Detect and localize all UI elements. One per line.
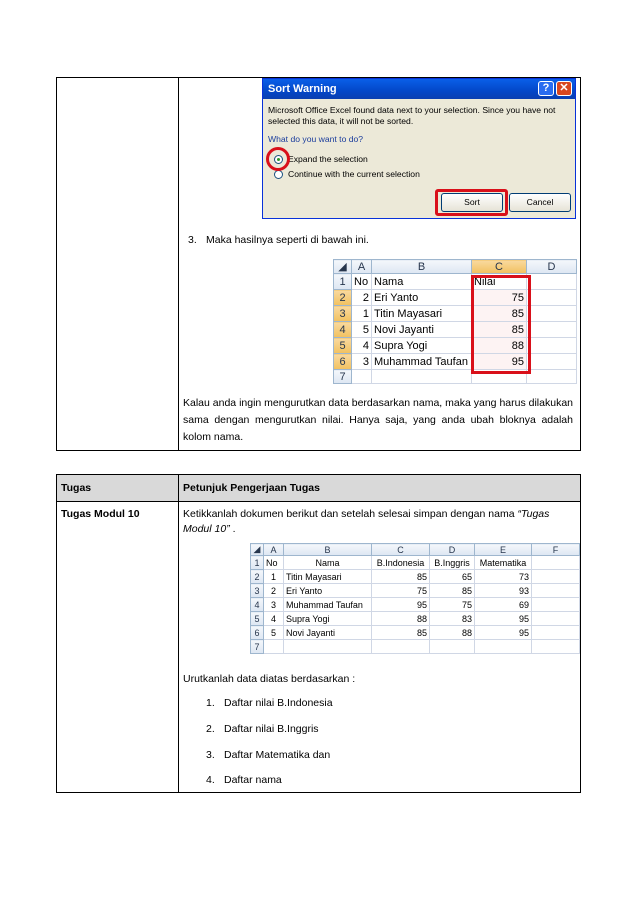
cell[interactable]: 4 <box>264 612 284 626</box>
cell[interactable]: 95 <box>472 354 527 370</box>
cell[interactable] <box>527 370 577 384</box>
expand-label[interactable]: Expand the selection <box>288 154 368 164</box>
cell[interactable]: No <box>264 556 284 570</box>
list-num-4: 4. <box>206 774 215 786</box>
cell[interactable] <box>532 626 580 640</box>
cell[interactable]: 95 <box>475 626 532 640</box>
cell[interactable]: Nilai <box>472 274 527 290</box>
continue-label[interactable]: Continue with the current selection <box>288 169 420 179</box>
cell[interactable]: 88 <box>472 338 527 354</box>
cell[interactable] <box>372 640 430 654</box>
table2-top-border <box>56 474 581 475</box>
dialog-title: Sort Warning <box>268 83 337 95</box>
cell[interactable]: 73 <box>475 570 532 584</box>
cell[interactable]: Novi Jayanti <box>372 322 472 338</box>
cell[interactable]: Supra Yogi <box>372 338 472 354</box>
cell[interactable]: 1 <box>264 570 284 584</box>
cell[interactable] <box>352 370 372 384</box>
cell[interactable]: 3 <box>352 354 372 370</box>
cell[interactable]: Titin Mayasari <box>372 306 472 322</box>
cell[interactable]: 2 <box>352 290 372 306</box>
cell[interactable]: 5 <box>352 322 372 338</box>
cell[interactable] <box>532 612 580 626</box>
dialog-message: Microsoft Office Excel found data next to your selection. Since you have not selected this data, it will not be sorted. <box>268 105 556 126</box>
column-header[interactable]: D <box>430 544 475 556</box>
cell[interactable]: 4 <box>352 338 372 354</box>
help-button[interactable]: ? <box>538 81 554 96</box>
table1-mid-border <box>178 77 179 451</box>
row-header[interactable]: 4 <box>334 322 352 338</box>
cell[interactable] <box>532 640 580 654</box>
cell[interactable]: 85 <box>472 322 527 338</box>
table1-bottom-border <box>56 450 581 451</box>
row-header[interactable]: 2 <box>334 290 352 306</box>
dialog-question: What do you want to do? <box>268 134 364 144</box>
close-button[interactable]: ✕ <box>556 81 572 96</box>
row-header[interactable]: 3 <box>334 306 352 322</box>
cell[interactable]: 88 <box>430 626 475 640</box>
row-header[interactable]: 7 <box>251 640 264 654</box>
cell[interactable]: 3 <box>264 598 284 612</box>
header-tugas: Tugas <box>61 482 92 494</box>
cell[interactable] <box>532 584 580 598</box>
column-header[interactable]: B <box>284 544 372 556</box>
cell[interactable]: 88 <box>372 612 430 626</box>
cell[interactable]: 95 <box>475 612 532 626</box>
cell[interactable]: 83 <box>430 612 475 626</box>
list-item-4: Daftar nama <box>224 774 282 786</box>
cell[interactable]: 93 <box>475 584 532 598</box>
table2-bottom-border <box>56 792 581 793</box>
cell[interactable] <box>475 640 532 654</box>
cell[interactable] <box>532 556 580 570</box>
list-item-2: Daftar nilai B.Inggris <box>224 723 319 735</box>
column-header[interactable]: F <box>532 544 580 556</box>
cell[interactable] <box>532 598 580 612</box>
dialog-title-bar <box>263 79 575 99</box>
column-header[interactable]: A <box>264 544 284 556</box>
list-num-1: 1. <box>206 697 215 709</box>
cell[interactable]: 85 <box>372 570 430 584</box>
corner-cell[interactable]: ◢ <box>251 544 264 556</box>
cell[interactable] <box>527 290 577 306</box>
column-header[interactable]: C <box>372 544 430 556</box>
column-header[interactable]: C <box>472 260 527 274</box>
row-header[interactable]: 2 <box>251 570 264 584</box>
sort-intro: Urutkanlah data diatas berdasarkan : <box>183 673 356 685</box>
cell[interactable]: B.Indonesia <box>372 556 430 570</box>
row-header[interactable]: 7 <box>334 370 352 384</box>
cell[interactable]: 65 <box>430 570 475 584</box>
cell[interactable]: 95 <box>372 598 430 612</box>
cell[interactable]: B.Inggris <box>430 556 475 570</box>
list-item-1: Daftar nilai B.Indonesia <box>224 697 333 709</box>
cell[interactable]: Muhammad Taufan <box>372 354 472 370</box>
cell[interactable]: 75 <box>472 290 527 306</box>
step3-text: Maka hasilnya seperti di bawah ini. <box>206 234 369 246</box>
cancel-button[interactable]: Cancel <box>509 193 571 212</box>
nilai-highlight-box <box>471 275 531 374</box>
cell[interactable]: Eri Yanto <box>284 584 372 598</box>
cell[interactable]: Eri Yanto <box>372 290 472 306</box>
cell[interactable] <box>264 640 284 654</box>
row-label-tugas-modul: Tugas Modul 10 <box>61 508 140 520</box>
cell[interactable] <box>284 640 372 654</box>
table2-mid-border <box>178 474 179 793</box>
cell[interactable]: Nama <box>372 274 472 290</box>
cell[interactable]: 1 <box>352 306 372 322</box>
cell[interactable] <box>527 322 577 338</box>
cell[interactable]: 75 <box>372 584 430 598</box>
table2-left-border <box>56 474 57 793</box>
row-header[interactable]: 1 <box>334 274 352 290</box>
cell[interactable]: Novi Jayanti <box>284 626 372 640</box>
cell[interactable]: 85 <box>372 626 430 640</box>
list-num-2: 2. <box>206 723 215 735</box>
row-header[interactable]: 6 <box>334 354 352 370</box>
cell[interactable] <box>430 640 475 654</box>
cell[interactable]: 5 <box>264 626 284 640</box>
cell[interactable]: 2 <box>264 584 284 598</box>
header-petunjuk: Petunjuk Pengerjaan Tugas <box>183 482 320 494</box>
cell[interactable]: Muhammad Taufan <box>284 598 372 612</box>
column-header[interactable]: E <box>475 544 532 556</box>
cell[interactable] <box>532 570 580 584</box>
instruction-end: . <box>229 523 236 535</box>
excel-sheet-1 <box>333 259 577 384</box>
cell[interactable]: Titin Mayasari <box>284 570 372 584</box>
column-header[interactable]: A <box>352 260 372 274</box>
paragraph-sort-by-name: Kalau anda ingin mengurutkan data berdasarkan nama, maka yang harus dilakukan sama dengan mengurutkan nilai. Hanya saja, yang anda ubah bloknya adalah kolom nama. <box>183 397 573 443</box>
row-header[interactable]: 3 <box>251 584 264 598</box>
cell[interactable]: Supra Yogi <box>284 612 372 626</box>
cell[interactable] <box>527 354 577 370</box>
cell[interactable] <box>372 370 472 384</box>
sort-highlight-box <box>435 189 508 216</box>
table2-header-divider <box>56 501 581 502</box>
cell[interactable]: 85 <box>472 306 527 322</box>
row-header[interactable]: 6 <box>251 626 264 640</box>
table1-left-border <box>56 77 57 451</box>
row-header[interactable]: 1 <box>251 556 264 570</box>
row-header[interactable]: 5 <box>334 338 352 354</box>
cell[interactable] <box>527 306 577 322</box>
cell[interactable]: Nama <box>284 556 372 570</box>
sort-warning-dialog <box>262 78 576 219</box>
cell[interactable] <box>527 338 577 354</box>
list-num-3: 3. <box>206 749 215 761</box>
cell[interactable]: 69 <box>475 598 532 612</box>
cell[interactable]: 85 <box>430 584 475 598</box>
row-header[interactable]: 4 <box>251 598 264 612</box>
expand-highlight-circle <box>266 147 290 171</box>
continue-radio[interactable] <box>274 170 283 179</box>
column-header[interactable]: D <box>527 260 577 274</box>
cell[interactable]: No <box>352 274 372 290</box>
table1-right-border <box>580 77 581 451</box>
cell[interactable] <box>527 274 577 290</box>
table2-right-border <box>580 474 581 793</box>
row-header[interactable]: 5 <box>251 612 264 626</box>
column-header[interactable]: B <box>372 260 472 274</box>
instruction-text <box>183 507 568 537</box>
instruction-filename: “Tugas Modul 10” <box>183 508 550 535</box>
step3-number: 3. <box>188 234 197 246</box>
list-item-3: Daftar Matematika dan <box>224 749 331 761</box>
cell[interactable]: 75 <box>430 598 475 612</box>
cell[interactable]: Matematika <box>475 556 532 570</box>
instruction-main: Ketikkanlah dokumen berikut dan setelah selesai simpan dengan nama <box>183 508 518 520</box>
sort-button[interactable]: Sort <box>441 193 503 212</box>
excel-sheet-2 <box>250 543 580 654</box>
corner-cell[interactable]: ◢ <box>334 260 352 274</box>
